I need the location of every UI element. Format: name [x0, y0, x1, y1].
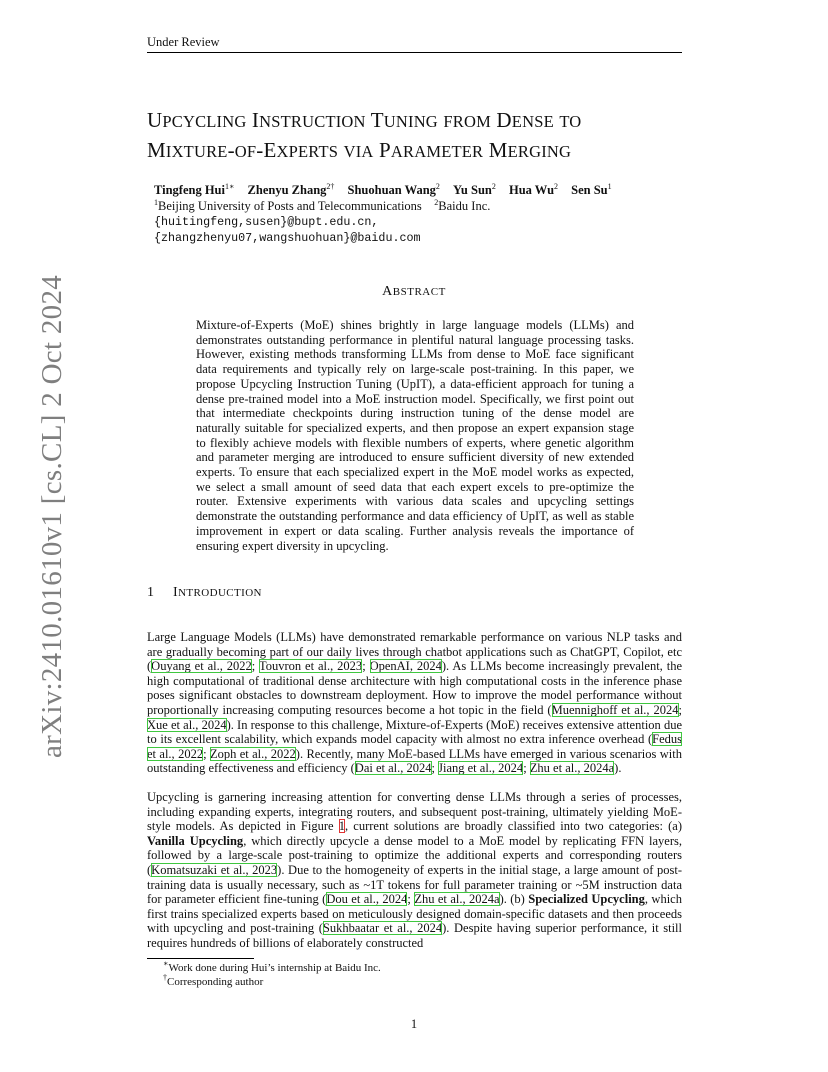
citation-link[interactable]: Xue et al., 2024: [147, 717, 227, 732]
title-line-1: UPCYCLING INSTRUCTION TUNING FROM DENSE TO: [147, 108, 582, 132]
paper-title: [147, 106, 707, 166]
abstract-heading: ABSTRACT: [382, 284, 446, 299]
page-number: 1: [410, 1017, 418, 1031]
author-sup: 2: [491, 182, 496, 191]
citation-link[interactable]: Komatsuzaki et al., 2023: [151, 862, 278, 877]
title-line-2: MIXTURE-OF-EXPERTS VIA PARAMETER MERGING: [147, 138, 572, 162]
section-title: INTRODUCTION: [173, 585, 262, 600]
author-name: Tingfeng Hui: [154, 183, 225, 197]
citation-link[interactable]: OpenAI, 2024: [369, 659, 442, 674]
bold-term: Vanilla Upcycling: [147, 833, 244, 848]
author-name: Yu Sun: [453, 183, 492, 197]
citation-link[interactable]: Dai et al., 2024: [354, 761, 432, 776]
section-heading: [147, 585, 262, 601]
author-sup: 1: [607, 182, 612, 191]
email-line-2[interactable]: {zhangzhenyu07,wangshuohuan}@baidu.com: [154, 231, 421, 245]
footnote-1: ∗Work done during Hui’s internship at Baidu Inc.: [163, 959, 381, 974]
footnote-2: †Corresponding author: [163, 973, 264, 988]
author-name: Hua Wu: [508, 183, 555, 197]
citation-link[interactable]: Fedus et al., 2022: [147, 732, 682, 761]
intro-paragraph-1: Large Language Models (LLMs) have demonstrated remarkable performance on various NLP tasks and are gradually becoming part of our daily lives through chatbot applications such as ChatGPT, Copilot, etc (Ouyang et al., 2022; Touvron et al., 2023; OpenAI, 2024). As LLMs become increasingly prevalent, the high computational of traditional dense architecture with high computational costs in the inference phase poses significant obstacles to downstream deployment. How to improve the model performance without proportionally increasing computing resources become a hot topic in the field (Muennighoff et al., 2024; Xue et al., 2024). In response to this challenge, Mixture-of-Experts (MoE) receives extensive attention due to its excellent scalability, which expands model capacity with almost no extra inference overhead (Fedus et al., 2022; Zoph et al., 2022). Recently, many MoE-based LLMs have emerged in various scenarios with outstanding effectiveness and efficiency (Dai et al., 2024; Jiang et al., 2024; Zhu et al., 2024a).: [147, 630, 682, 776]
author-list: [154, 183, 612, 198]
author-sup: 2: [554, 182, 559, 191]
citation-link[interactable]: Zhu et al., 2024a: [414, 892, 500, 907]
affiliations: $^1$Beijing University of Posts and Telecommunications $^2$Baidu Inc.: [154, 198, 491, 213]
email-line-1[interactable]: {huitingfeng,susen}@bupt.edu.cn,: [154, 215, 379, 229]
running-header: Under Review: [147, 35, 220, 49]
citation-link[interactable]: Jiang et al., 2024: [438, 761, 524, 776]
affiliation-1: Beijing University of Posts and Telecommunications: [158, 199, 422, 213]
section-number: 1: [147, 585, 155, 600]
author-name: Shuohuan Wang: [347, 183, 436, 197]
citation-link[interactable]: Zhu et al., 2024a: [529, 761, 615, 776]
citation-link[interactable]: Dou et al., 2024: [326, 892, 408, 907]
figure-ref-link[interactable]: 1: [338, 819, 345, 834]
header-rule: [147, 52, 682, 53]
intro-paragraph-2: Upcycling is garnering increasing attention for converting dense LLMs through a series of processes, including expanding experts, integrating routers, and subsequent post-training, ultimately yielding MoE-style models. As depicted in Figure 1, current solutions are broadly classified into two categories: (a) Vanilla Upcycling, which directly upcycle a dense model to a MoE model by replicating FFN layers, followed by a large-scale post-training to optimize the additional experts and corresponding routers (Komatsuzaki et al., 2023). Due to the homogeneity of experts in the initial stage, a large amount of post-training data is usually necessary, such as ~1T tokens for full parameter training or ~5M instruction data for parameter efficient fine-tuning (Dou et al., 2024; Zhu et al., 2024a). (b) Specialized Upcycling, which first trains specialized experts based on meticulously designed domain-specific datasets and then proceeds with upcycling and post-training (Sukhbaatar et al., 2024). Despite having superior performance, it still requires hundreds of billions of elaborately constructed: [147, 790, 682, 950]
author-sup: 2: [435, 182, 440, 191]
author-sup: 2†: [326, 182, 335, 191]
citation-link[interactable]: Sukhbaatar et al., 2024: [322, 921, 443, 936]
citation-link[interactable]: Ouyang et al., 2022: [151, 659, 252, 674]
affiliation-2: Baidu Inc.: [438, 199, 491, 213]
bold-term: Specialized Upcycling: [528, 892, 645, 907]
citation-link[interactable]: Muennighoff et al., 2024: [551, 702, 679, 717]
author-sup: 1∗: [224, 182, 235, 191]
author-name: Sen Su: [571, 183, 608, 197]
arxiv-stamp[interactable]: arXiv:2410.01610v1 [cs.CL] 2 Oct 2024: [36, 274, 68, 758]
author-name: Zhenyu Zhang: [247, 183, 327, 197]
abstract-body: Mixture-of-Experts (MoE) shines brightly in large language models (LLMs) and demonstrates outstanding performance in plentiful natural language processing tasks. However, existing methods transforming LLMs from dense to MoE face significant data requirements and typically rely on large-scale post-training. In this paper, we propose Upcycling Instruction Tuning (UpIT), a data-efficient approach for tuning a dense pre-trained model into a MoE instruction model. Specifically, we first point out that intermediate checkpoints during instruction tuning of the dense model are naturally suitable for specialized experts, and then propose an expert expansion stage to flexibly achieve models with flexible numbers of experts, where genetic algorithm and parameter merging are introduced to ensure sufficient diversity of new extended experts. To ensure that each specialized expert in the MoE model works as expected, we select a small amount of seed data that each expert excels to pre-optimize the router. Extensive experiments with various data scales and upcycling settings demonstrate the outstanding performance and data efficiency of UpIT, as well as stable improvement in expert or data scaling. Further analysis reveals the importance of ensuring expert diversity in upcycling.: [196, 318, 634, 553]
citation-link[interactable]: Zoph et al., 2022: [209, 746, 296, 761]
citation-link[interactable]: Touvron et al., 2023: [258, 659, 363, 674]
